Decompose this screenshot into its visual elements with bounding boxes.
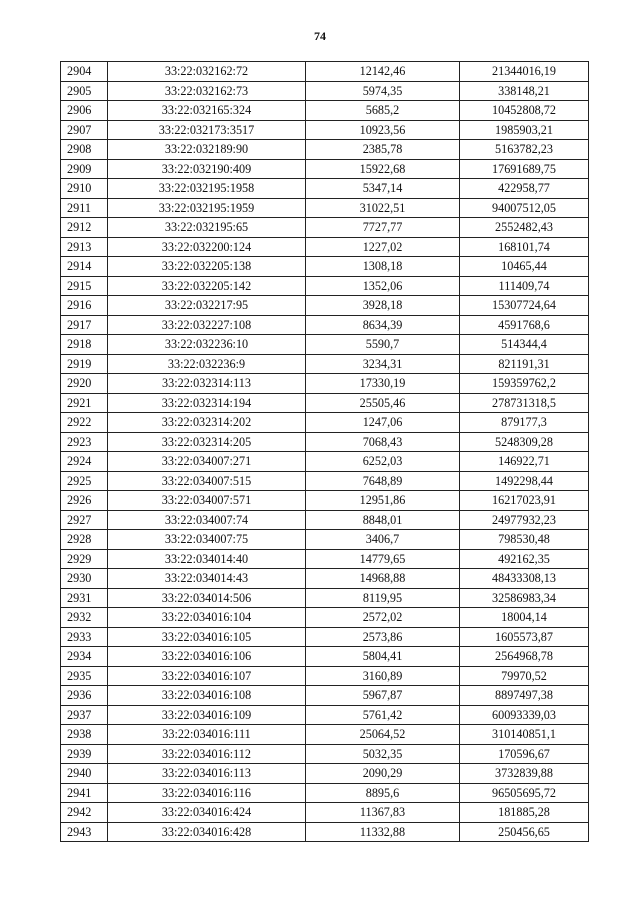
row-number: 2913 — [61, 237, 108, 257]
area-value: 11332,88 — [306, 822, 460, 842]
cost-value: 96505695,72 — [460, 783, 589, 803]
cadastral-number: 33:22:032314:202 — [108, 413, 306, 433]
cost-value: 879177,3 — [460, 413, 589, 433]
area-value: 7068,43 — [306, 432, 460, 452]
cost-value: 492162,35 — [460, 549, 589, 569]
table-row — [61, 198, 589, 218]
row-number: 2930 — [61, 569, 108, 589]
table-row — [61, 452, 589, 472]
area-value: 2573,86 — [306, 627, 460, 647]
table-row — [61, 822, 589, 842]
row-number: 2909 — [61, 159, 108, 179]
row-number: 2919 — [61, 354, 108, 374]
row-number: 2941 — [61, 783, 108, 803]
cost-value: 1985903,21 — [460, 120, 589, 140]
area-value: 10923,56 — [306, 120, 460, 140]
cost-value: 8897497,38 — [460, 686, 589, 706]
area-value: 1227,02 — [306, 237, 460, 257]
area-value: 2090,29 — [306, 764, 460, 784]
area-value: 3160,89 — [306, 666, 460, 686]
table-row — [61, 510, 589, 530]
cost-value: 32586983,34 — [460, 588, 589, 608]
cost-value: 250456,65 — [460, 822, 589, 842]
area-value: 3406,7 — [306, 530, 460, 550]
table-row — [61, 686, 589, 706]
table-row — [61, 432, 589, 452]
cadastral-number: 33:22:032314:205 — [108, 432, 306, 452]
cadastral-number: 33:22:034007:75 — [108, 530, 306, 550]
cost-value: 146922,71 — [460, 452, 589, 472]
cadastral-number: 33:22:034007:271 — [108, 452, 306, 472]
cadastral-number: 33:22:034016:428 — [108, 822, 306, 842]
table-row — [61, 354, 589, 374]
row-number: 2916 — [61, 296, 108, 316]
area-value: 31022,51 — [306, 198, 460, 218]
row-number: 2921 — [61, 393, 108, 413]
row-number: 2918 — [61, 335, 108, 355]
cost-value: 821191,31 — [460, 354, 589, 374]
cost-value: 111409,74 — [460, 276, 589, 296]
row-number: 2943 — [61, 822, 108, 842]
area-value: 14968,88 — [306, 569, 460, 589]
row-number: 2938 — [61, 725, 108, 745]
area-value: 5347,14 — [306, 179, 460, 199]
page-number: 74 — [314, 29, 326, 43]
row-number: 2922 — [61, 413, 108, 433]
cadastral-table — [60, 61, 589, 842]
cadastral-number: 33:22:034014:43 — [108, 569, 306, 589]
cost-value: 24977932,23 — [460, 510, 589, 530]
table-row — [61, 725, 589, 745]
table-row — [61, 237, 589, 257]
row-number: 2912 — [61, 218, 108, 238]
cadastral-number: 33:22:034007:74 — [108, 510, 306, 530]
area-value: 5804,41 — [306, 647, 460, 667]
table-row — [61, 803, 589, 823]
row-number: 2931 — [61, 588, 108, 608]
row-number: 2928 — [61, 530, 108, 550]
cost-value: 94007512,05 — [460, 198, 589, 218]
cadastral-number: 33:22:032205:142 — [108, 276, 306, 296]
cost-value: 16217023,91 — [460, 491, 589, 511]
cost-value: 3732839,88 — [460, 764, 589, 784]
cost-value: 60093339,03 — [460, 705, 589, 725]
cost-value: 79970,52 — [460, 666, 589, 686]
cost-value: 798530,48 — [460, 530, 589, 550]
cadastral-number: 33:22:032200:124 — [108, 237, 306, 257]
row-number: 2906 — [61, 101, 108, 121]
area-value: 3234,31 — [306, 354, 460, 374]
table-row — [61, 647, 589, 667]
cost-value: 5163782,23 — [460, 140, 589, 160]
cadastral-number: 33:22:032205:138 — [108, 257, 306, 277]
cost-value: 10465,44 — [460, 257, 589, 277]
row-number: 2939 — [61, 744, 108, 764]
cadastral-number: 33:22:034016:107 — [108, 666, 306, 686]
area-value: 7648,89 — [306, 471, 460, 491]
area-value: 5974,35 — [306, 81, 460, 101]
table-row — [61, 530, 589, 550]
cadastral-number: 33:22:032162:72 — [108, 62, 306, 82]
table-row — [61, 179, 589, 199]
table-row — [61, 276, 589, 296]
table-row — [61, 705, 589, 725]
cadastral-number: 33:22:032173:3517 — [108, 120, 306, 140]
table-row — [61, 120, 589, 140]
cadastral-number: 33:22:034016:113 — [108, 764, 306, 784]
row-number: 2920 — [61, 374, 108, 394]
table-row — [61, 393, 589, 413]
cost-value: 170596,67 — [460, 744, 589, 764]
cadastral-number: 33:22:034016:112 — [108, 744, 306, 764]
area-value: 17330,19 — [306, 374, 460, 394]
row-number: 2911 — [61, 198, 108, 218]
cadastral-number: 33:22:032165:324 — [108, 101, 306, 121]
area-value: 5032,35 — [306, 744, 460, 764]
cadastral-number: 33:22:034014:506 — [108, 588, 306, 608]
table-row — [61, 335, 589, 355]
table-row — [61, 491, 589, 511]
cadastral-number: 33:22:032314:113 — [108, 374, 306, 394]
cost-value: 10452808,72 — [460, 101, 589, 121]
cost-value: 159359762,2 — [460, 374, 589, 394]
area-value: 5590,7 — [306, 335, 460, 355]
cadastral-number: 33:22:034007:515 — [108, 471, 306, 491]
area-value: 25064,52 — [306, 725, 460, 745]
table-row — [61, 257, 589, 277]
cost-value: 2564968,78 — [460, 647, 589, 667]
row-number: 2940 — [61, 764, 108, 784]
table-row — [61, 101, 589, 121]
cadastral-number: 33:22:034014:40 — [108, 549, 306, 569]
table-row — [61, 296, 589, 316]
cost-value: 4591768,6 — [460, 315, 589, 335]
cadastral-number: 33:22:034016:109 — [108, 705, 306, 725]
area-value: 5685,2 — [306, 101, 460, 121]
cadastral-number: 33:22:032195:65 — [108, 218, 306, 238]
table-row — [61, 374, 589, 394]
area-value: 1247,06 — [306, 413, 460, 433]
area-value: 12951,86 — [306, 491, 460, 511]
area-value: 8895,6 — [306, 783, 460, 803]
table-row — [61, 569, 589, 589]
row-number: 2907 — [61, 120, 108, 140]
row-number: 2917 — [61, 315, 108, 335]
area-value: 1352,06 — [306, 276, 460, 296]
table-row — [61, 666, 589, 686]
row-number: 2926 — [61, 491, 108, 511]
row-number: 2905 — [61, 81, 108, 101]
table-row — [61, 218, 589, 238]
cadastral-number: 33:22:032162:73 — [108, 81, 306, 101]
cost-value: 2552482,43 — [460, 218, 589, 238]
cadastral-number: 33:22:034016:106 — [108, 647, 306, 667]
cadastral-number: 33:22:032217:95 — [108, 296, 306, 316]
row-number: 2932 — [61, 608, 108, 628]
area-value: 1308,18 — [306, 257, 460, 277]
cost-value: 168101,74 — [460, 237, 589, 257]
cost-value: 1492298,44 — [460, 471, 589, 491]
cadastral-number: 33:22:032236:9 — [108, 354, 306, 374]
cost-value: 338148,21 — [460, 81, 589, 101]
row-number: 2925 — [61, 471, 108, 491]
area-value: 6252,03 — [306, 452, 460, 472]
area-value: 5761,42 — [306, 705, 460, 725]
cost-value: 514344,4 — [460, 335, 589, 355]
cadastral-number: 33:22:032195:1958 — [108, 179, 306, 199]
row-number: 2923 — [61, 432, 108, 452]
area-value: 12142,46 — [306, 62, 460, 82]
cadastral-number: 33:22:034016:108 — [108, 686, 306, 706]
cost-value: 18004,14 — [460, 608, 589, 628]
row-number: 2929 — [61, 549, 108, 569]
cost-value: 422958,77 — [460, 179, 589, 199]
cadastral-number: 33:22:034016:104 — [108, 608, 306, 628]
cadastral-number: 33:22:034016:424 — [108, 803, 306, 823]
row-number: 2915 — [61, 276, 108, 296]
row-number: 2935 — [61, 666, 108, 686]
table-row — [61, 549, 589, 569]
cadastral-number: 33:22:034016:105 — [108, 627, 306, 647]
row-number: 2942 — [61, 803, 108, 823]
area-value: 7727,77 — [306, 218, 460, 238]
row-number: 2927 — [61, 510, 108, 530]
area-value: 15922,68 — [306, 159, 460, 179]
area-value: 2572,02 — [306, 608, 460, 628]
cost-value: 278731318,5 — [460, 393, 589, 413]
table-row — [61, 764, 589, 784]
table-row — [61, 140, 589, 160]
cost-value: 1605573,87 — [460, 627, 589, 647]
table-row — [61, 783, 589, 803]
cost-value: 15307724,64 — [460, 296, 589, 316]
row-number: 2924 — [61, 452, 108, 472]
row-number: 2908 — [61, 140, 108, 160]
table-row — [61, 315, 589, 335]
cost-value: 181885,28 — [460, 803, 589, 823]
row-number: 2937 — [61, 705, 108, 725]
cost-value: 48433308,13 — [460, 569, 589, 589]
area-value: 2385,78 — [306, 140, 460, 160]
cadastral-number: 33:22:034016:116 — [108, 783, 306, 803]
cadastral-number: 33:22:034016:111 — [108, 725, 306, 745]
table-row — [61, 744, 589, 764]
table-row — [61, 471, 589, 491]
cadastral-number: 33:22:032189:90 — [108, 140, 306, 160]
table-row — [61, 588, 589, 608]
area-value: 5967,87 — [306, 686, 460, 706]
cost-value: 310140851,1 — [460, 725, 589, 745]
cadastral-number: 33:22:032195:1959 — [108, 198, 306, 218]
area-value: 8848,01 — [306, 510, 460, 530]
row-number: 2936 — [61, 686, 108, 706]
area-value: 14779,65 — [306, 549, 460, 569]
area-value: 25505,46 — [306, 393, 460, 413]
row-number: 2933 — [61, 627, 108, 647]
table-row — [61, 62, 589, 82]
row-number: 2914 — [61, 257, 108, 277]
table-row — [61, 81, 589, 101]
area-value: 3928,18 — [306, 296, 460, 316]
cadastral-number: 33:22:032314:194 — [108, 393, 306, 413]
row-number: 2934 — [61, 647, 108, 667]
table-row — [61, 608, 589, 628]
row-number: 2910 — [61, 179, 108, 199]
area-value: 8634,39 — [306, 315, 460, 335]
cost-value: 17691689,75 — [460, 159, 589, 179]
cost-value: 21344016,19 — [460, 62, 589, 82]
cadastral-number: 33:22:032190:409 — [108, 159, 306, 179]
cost-value: 5248309,28 — [460, 432, 589, 452]
cadastral-number: 33:22:034007:571 — [108, 491, 306, 511]
row-number: 2904 — [61, 62, 108, 82]
area-value: 8119,95 — [306, 588, 460, 608]
table-row — [61, 627, 589, 647]
area-value: 11367,83 — [306, 803, 460, 823]
cadastral-number: 33:22:032236:10 — [108, 335, 306, 355]
table-row — [61, 413, 589, 433]
cadastral-number: 33:22:032227:108 — [108, 315, 306, 335]
table-row — [61, 159, 589, 179]
